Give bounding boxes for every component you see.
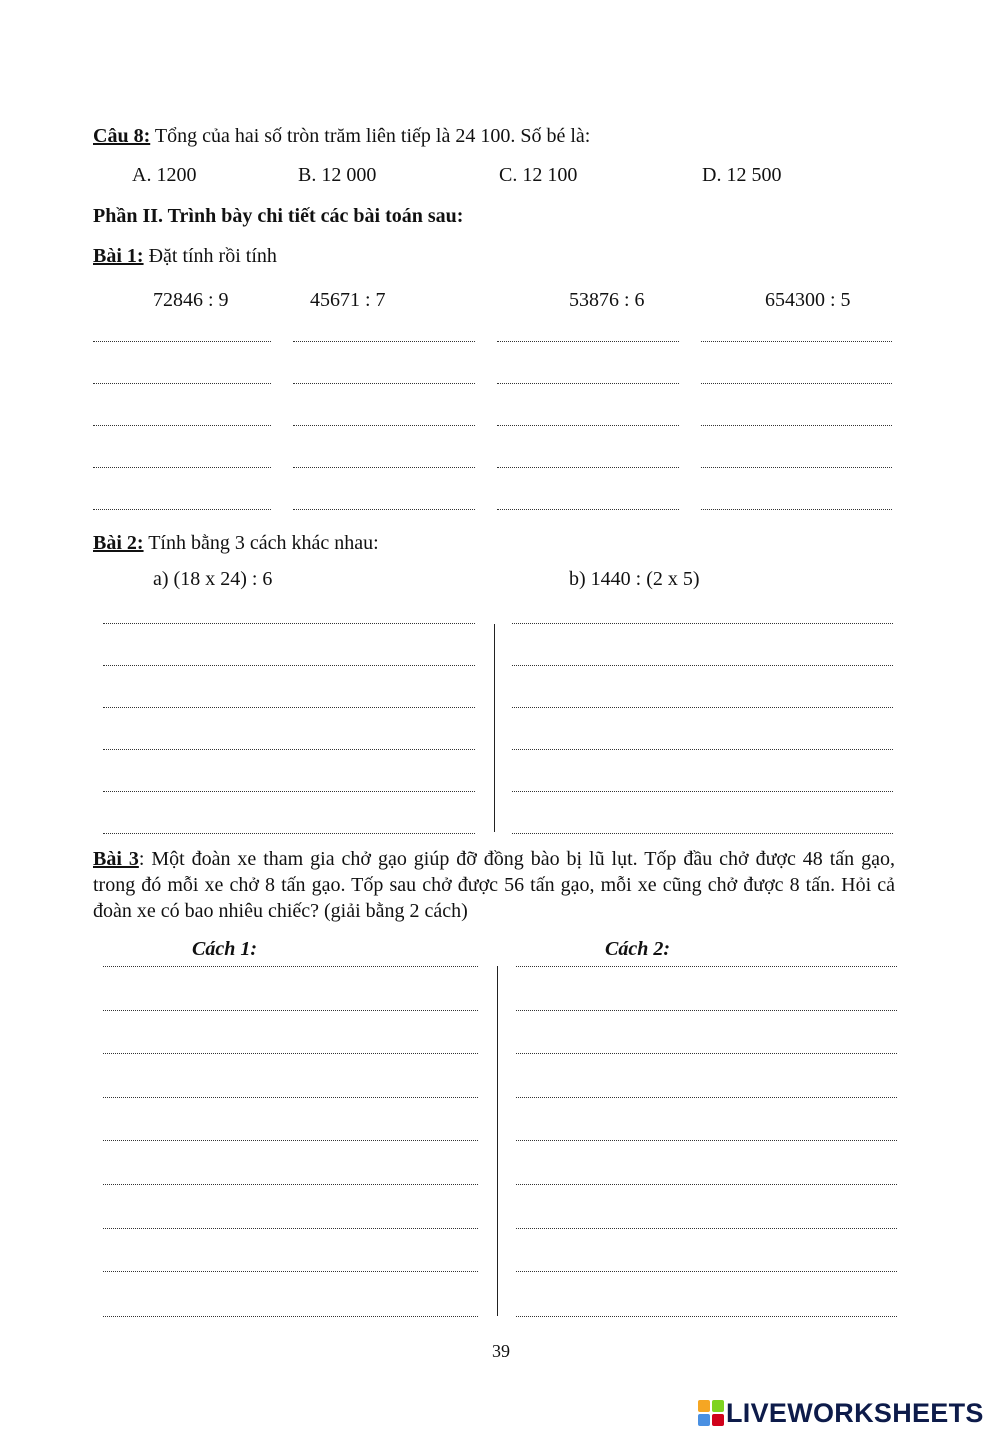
answer-line[interactable] [103, 966, 478, 967]
answer-line[interactable] [293, 467, 475, 468]
brand-name: LIVEWORKSHEETS [726, 1397, 984, 1428]
answer-line[interactable] [103, 749, 475, 750]
answer-line[interactable] [516, 1053, 897, 1054]
answer-line[interactable] [103, 1053, 478, 1054]
answer-line[interactable] [103, 1228, 478, 1229]
answer-line[interactable] [512, 833, 893, 834]
question-8-label: Câu 8: [93, 125, 151, 147]
answer-line[interactable] [103, 833, 475, 834]
answer-line[interactable] [497, 467, 679, 468]
division-problem-2: 45671 : 7 [310, 289, 386, 311]
method-1-label: Cách 1: [192, 938, 257, 960]
answer-line[interactable] [512, 665, 893, 666]
liveworksheets-logo [698, 1398, 984, 1428]
answer-line[interactable] [93, 425, 271, 426]
answer-line[interactable] [93, 341, 271, 342]
part2-heading: Phần II. Trình bày chi tiết các bài toán sau: [93, 205, 464, 227]
answer-line[interactable] [512, 749, 893, 750]
division-problem-4: 654300 : 5 [765, 289, 851, 311]
answer-line[interactable] [516, 1228, 897, 1229]
answer-line[interactable] [103, 1184, 478, 1185]
answer-line[interactable] [497, 383, 679, 384]
answer-line[interactable] [103, 623, 475, 624]
answer-line[interactable] [701, 509, 892, 510]
answer-line[interactable] [512, 791, 893, 792]
option-d: D. 12 500 [702, 164, 782, 186]
answer-line[interactable] [103, 707, 475, 708]
answer-line[interactable] [293, 425, 475, 426]
exercise-2-part-b: b) 1440 : (2 x 5) [569, 568, 700, 590]
answer-line[interactable] [103, 791, 475, 792]
answer-line[interactable] [103, 1316, 478, 1317]
answer-line[interactable] [701, 341, 892, 342]
division-problem-1: 72846 : 9 [153, 289, 229, 311]
question-8 [93, 124, 590, 148]
answer-line[interactable] [293, 509, 475, 510]
exercise-1-instruction: Đặt tính rồi tính [143, 245, 277, 267]
exercise-3-problem [93, 846, 895, 924]
page-number: 39 [492, 1341, 510, 1361]
option-a: A. 1200 [132, 164, 197, 186]
answer-line[interactable] [512, 623, 893, 624]
exercise-2-part-a: a) (18 x 24) : 6 [153, 568, 273, 590]
answer-line[interactable] [516, 966, 897, 967]
answer-line[interactable] [103, 665, 475, 666]
answer-line[interactable] [93, 383, 271, 384]
division-problem-3: 53876 : 6 [569, 289, 645, 311]
exercise-2-label: Bài 2: [93, 532, 144, 554]
answer-line[interactable] [497, 341, 679, 342]
option-c: C. 12 100 [499, 164, 578, 186]
answer-line[interactable] [293, 383, 475, 384]
answer-line[interactable] [516, 1010, 897, 1011]
answer-line[interactable] [701, 467, 892, 468]
answer-line[interactable] [293, 341, 475, 342]
exercise-3-label: Bài 3 [93, 848, 139, 870]
answer-line[interactable] [516, 1316, 897, 1317]
answer-line[interactable] [103, 1271, 478, 1272]
answer-line[interactable] [497, 509, 679, 510]
answer-line[interactable] [516, 1140, 897, 1141]
exercise-2-instruction: Tính bằng 3 cách khác nhau: [143, 532, 379, 554]
answer-line[interactable] [516, 1097, 897, 1098]
answer-line[interactable] [103, 1010, 478, 1011]
logo-icon [698, 1400, 724, 1426]
answer-line[interactable] [93, 467, 271, 468]
answer-line[interactable] [512, 707, 893, 708]
column-divider [494, 624, 495, 832]
answer-line[interactable] [93, 509, 271, 510]
exercise-1-label: Bài 1: [93, 245, 144, 267]
answer-line[interactable] [103, 1097, 478, 1098]
answer-line[interactable] [516, 1184, 897, 1185]
answer-line[interactable] [497, 425, 679, 426]
answer-line[interactable] [103, 1140, 478, 1141]
question-8-text: Tổng của hai số tròn trăm liên tiếp là 24 100. Số bé là: [150, 125, 591, 147]
method-2-label: Cách 2: [605, 938, 670, 960]
exercise-1-title [93, 244, 277, 268]
option-b: B. 12 000 [298, 164, 377, 186]
answer-line[interactable] [701, 425, 892, 426]
exercise-2-title [93, 531, 379, 555]
column-divider [497, 966, 498, 1316]
exercise-3-text: : Một đoàn xe tham gia chở gạo giúp đỡ đồng bào bị lũ lụt. Tốp đầu chở được 48 tấn gạo, trong đó mỗi xe chở 8 tấn gạo. Tốp sau chở được 56 tấn gạo, mỗi xe cũng chở được 8 tấn. Hỏi cả đoàn xe có bao nhiêu chiếc? (giải bằng 2 cách) [93, 848, 895, 922]
answer-line[interactable] [516, 1271, 897, 1272]
answer-line[interactable] [701, 383, 892, 384]
